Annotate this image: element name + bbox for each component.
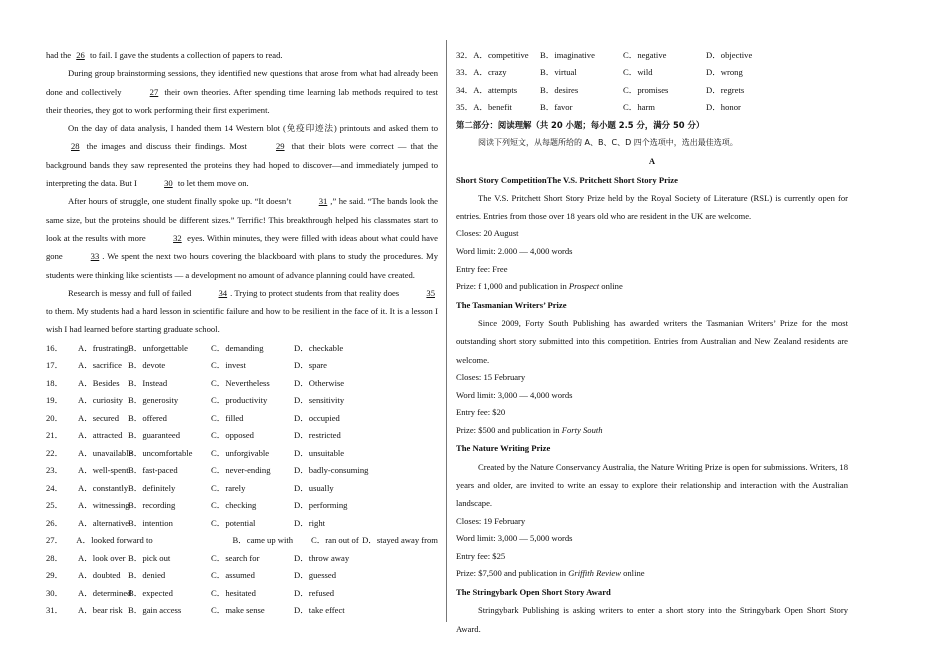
- option-row-24: 24． A．constantly B．definitely C．rarely D．usually: [46, 482, 334, 493]
- option-row-31: 31． A．bear risk B．gain access C．make sense D．take effect: [46, 605, 345, 615]
- passage-paragraph-2: During group brainstorming sessions, they identified new questions that arose from what had already been done and collectively 27 their own theories. After spending time learning lab methods required to test their theories, they got to work performing their first experiment.: [46, 68, 438, 115]
- option-row-34: 34．A．attempts B．desires C．promises D．regrets: [456, 84, 745, 95]
- blank-34: 34: [218, 287, 228, 298]
- entry-fee-pritchett: Entry fee: Free: [456, 263, 508, 274]
- option-row-28: 28． A．look over B．pick out C．search for D．throw away: [46, 552, 350, 563]
- option-row-30: 30． A．determined B．expected C．hesitated D．refused: [46, 587, 335, 598]
- entry-fee-nature: Entry fee: $25: [456, 550, 506, 561]
- option-row-17: 17． A．sacrifice B．devote C．invest D．spare: [46, 360, 327, 370]
- closes-nature: Closes: 19 February: [456, 515, 526, 526]
- options-list-16-26: [46, 339, 438, 619]
- word-limit-nature: Word limit: 3,000 — 5,000 words: [456, 533, 573, 544]
- blank-27: 27: [149, 86, 159, 97]
- passage-paragraph-3: On the day of data analysis, I handed them 14 Western blot (免疫印迹法) printouts and asked them to 28 the images and discuss their findings. Most 29 that their blots were correct — that the background bands they saw represented the proteins they had hoped to discover—and immediately jumped to interpreting the data. But I 30 to let them move on.: [46, 119, 438, 192]
- option-row-26: 26． A．alternative B．intention C．potential D．right: [46, 517, 326, 528]
- passage-paragraph-5: Research is messy and full of failed 34 . Trying to protect students from that reality does 35 to them. My students had a hard lesson in scientific failure and how to be resilient in the face of it. It is a lesson I wish I had learned before starting graduate school.: [46, 284, 438, 339]
- option-row-23: 23． A．well-spent B．fast-paced C．never-ending D．badly-consuming: [46, 465, 369, 475]
- prize-tasmanian: Prize: $500 and publication in Forty South: [456, 424, 603, 435]
- competition-body-pritchett: The V.S. Pritchett Short Story Prize held by the Royal Society of Literature (RSL) is currently open for entries. Entries from those over 18 years old who are resident in the UK are welcome.: [456, 192, 848, 222]
- entry-fee-tasmanian: Entry fee: $20: [456, 407, 506, 418]
- closes-pritchett: Closes: 20 August: [456, 228, 519, 239]
- passage-label: A: [648, 156, 656, 167]
- instruction-text: 阅读下列短文，从每题所给的 A、B、C、D 四个选项中，选出最佳选项。: [478, 138, 738, 147]
- option-row-19: 19． A．curiosity B．generosity C．productivity D．sensitivity: [46, 395, 345, 405]
- blank-31: 31: [318, 196, 328, 207]
- option-row-35: 35．A．benefit B．favor C．harm D．honor: [456, 102, 741, 113]
- competition-body-stringybark: Stringybark Publishing is asking writers to enter a short story into the Stringybark Open Short Story Award.: [456, 605, 848, 634]
- option-row-33: 33．A．crazy B．virtual C．wild D．wrong: [456, 67, 743, 78]
- prize-nature: Prize: $7,500 and publication in Griffith Review online: [456, 568, 645, 579]
- word-limit-pritchett: Word limit: 2.000 — 4,000 words: [456, 246, 573, 257]
- option-row-25: 25． A．witnessing B．recording C．checking D．performing: [46, 500, 348, 510]
- blank-29: 29: [275, 141, 285, 152]
- competition-heading-stringybark: The Stringybark Open Short Story Award: [456, 586, 611, 597]
- competition-heading-pritchett: Short Story CompetitionThe V.S. Pritchett Short Story Prize: [456, 174, 678, 185]
- blank-32: 32: [173, 232, 182, 243]
- competition-heading-nature: The Nature Writing Prize: [456, 443, 551, 454]
- passage-paragraph-1: had the 26 to fail. I gave the students a collection of papers to read.: [46, 46, 438, 64]
- blank-26: 26: [76, 50, 85, 60]
- option-row-18: 18． A．Besides B．Instead C．Nevertheless D．Otherwise: [46, 377, 345, 388]
- passage-paragraph-4: After hours of struggle, one student finally spoke up. “It doesn’t 31 ,” he said. “The bands look the same size, but the proteins should be different sizes.” Terrific! This breakthrough helped his classmates start to look at the results with more 32 eyes. Within minutes, they were filled with ideas about what could have gone 33 . We spent the next two hours covering the blackboard with plans to study the procedures. My students were thinking like scientists — a development no amount of advance planning could have created.: [46, 192, 438, 283]
- column-divider: [446, 40, 447, 622]
- option-row-27: 27． A．looked forward to B．came up with C．ran out of D．stayed away from: [46, 535, 438, 545]
- section-title: 第二部分：阅读理解（共 20 小题；每小题 2.5 分，满分 50 分）: [456, 120, 705, 130]
- option-row-16: 16． A．frustrating B．unforgettable C．demanding D．checkable: [46, 342, 344, 353]
- blank-33: 33: [90, 251, 100, 262]
- option-row-22: 22． A．unavailable B．uncomfortable C．unforgivable D．unsuitable: [46, 447, 345, 458]
- blank-35: 35: [426, 287, 435, 298]
- competition-heading-tasmanian: The Tasmanian Writers’ Prize: [456, 299, 567, 310]
- option-row-21: 21． A．attracted B．guaranteed C．opposed D．restricted: [46, 430, 341, 440]
- left-column: [46, 46, 438, 619]
- word-limit-tasmanian: Word limit: 3,000 — 4,000 words: [456, 389, 573, 400]
- blank-28: 28: [71, 141, 80, 152]
- option-row-20: 20． A．secured B．offered C．filled D．occupied: [46, 412, 340, 423]
- option-row-32: 32．A．competitive B．imaginative C．negative D．objective: [456, 49, 753, 60]
- competition-body-nature: Created by the Nature Conservancy Australia, the Nature Writing Prize is open for submissions. Writers, 18 years and older, are invited to write an essay to explore their relationship and interaction with the Australian landscape.: [456, 461, 848, 509]
- option-row-29: 29． A．doubted B．denied C．assumed D．guessed: [46, 570, 337, 580]
- right-column: [456, 46, 848, 638]
- closes-tasmanian: Closes: 15 February: [456, 372, 526, 383]
- prize-pritchett: Prize: f 1,000 and publication in Prospect online: [456, 281, 623, 292]
- blank-30: 30: [164, 178, 173, 189]
- competition-body-tasmanian: Since 2009, Forty South Publishing has awarded writers the Tasmanian Writers’ Prize for the most outstanding short story submitted into this competition. Entries from Australian and New Zealand residents are welcome.: [456, 318, 848, 365]
- options-list-32-35: [456, 46, 848, 116]
